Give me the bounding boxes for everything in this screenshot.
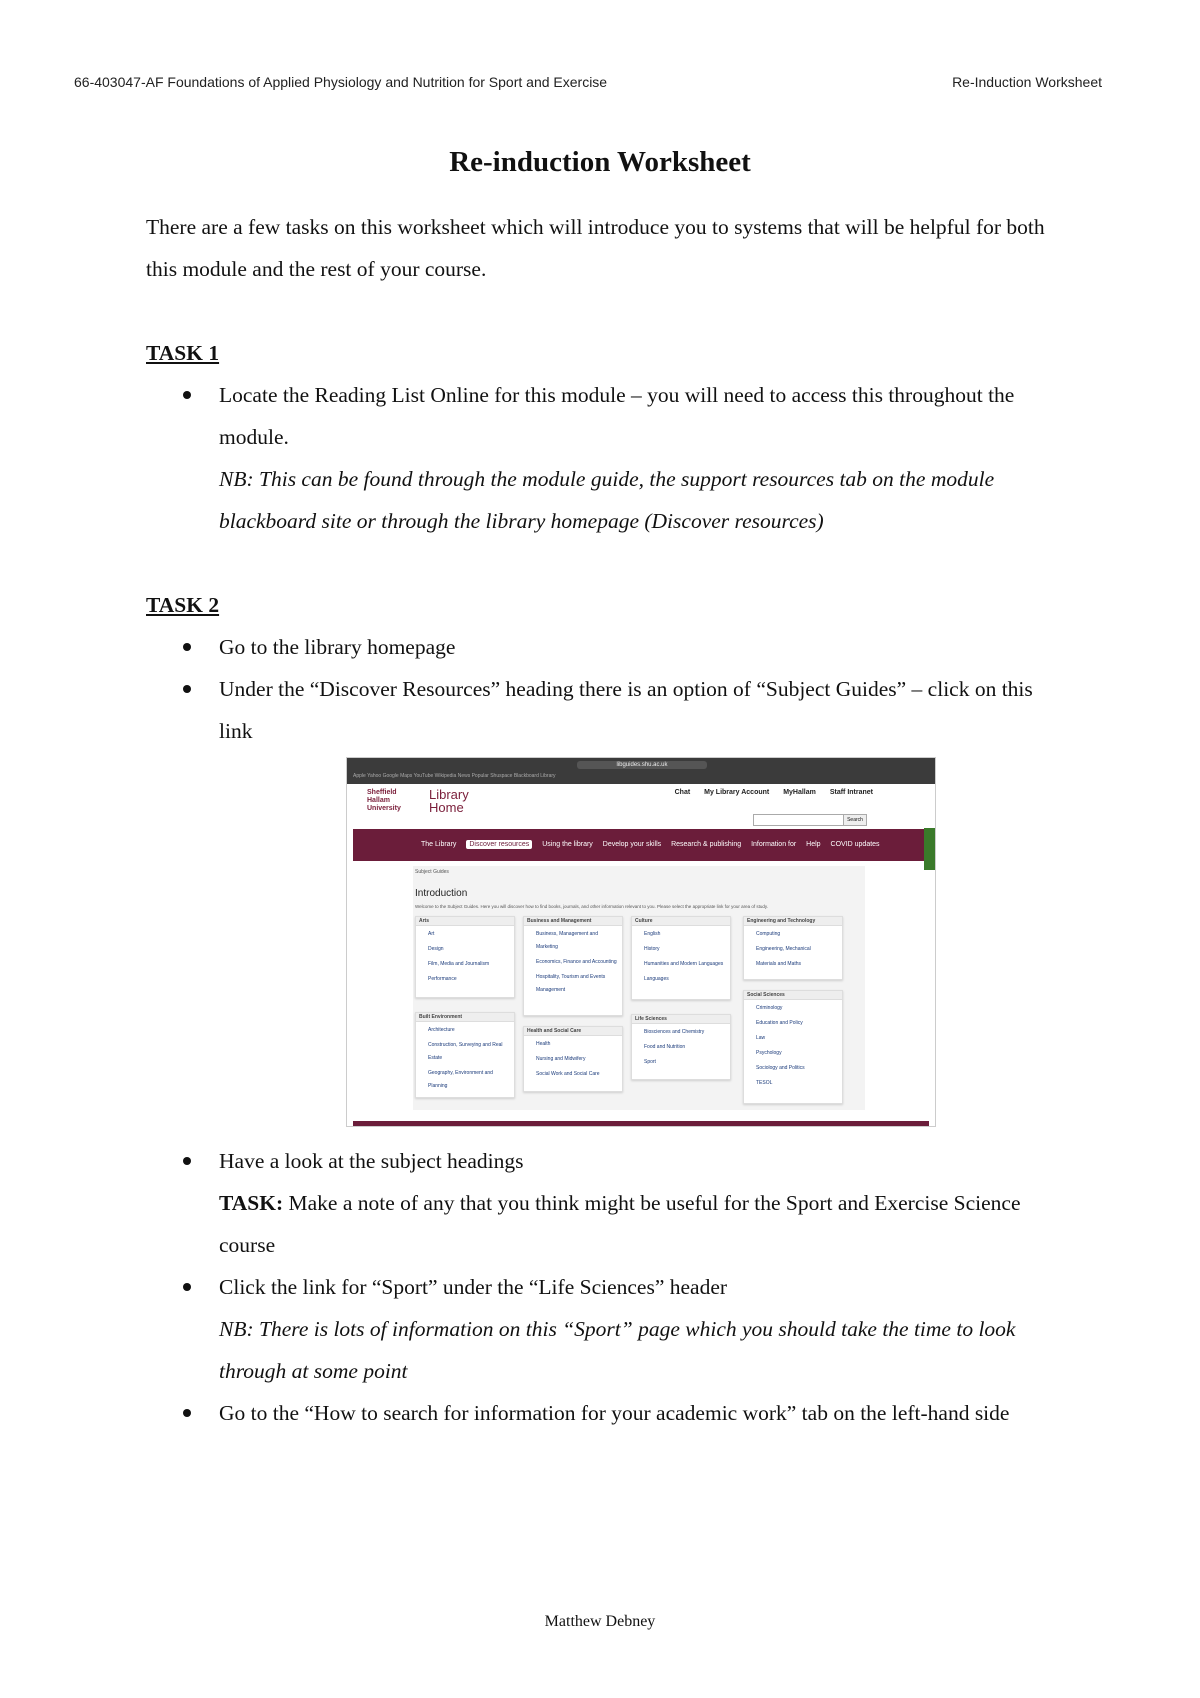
subject-link: Film, Media and Journalism [428, 961, 490, 967]
library-home-logo: Library Home [429, 787, 469, 815]
nav-covid: COVID updates [830, 841, 880, 848]
nav-research: Research & publishing [671, 841, 742, 848]
subject-box-heading: Health and Social Care [524, 1027, 622, 1036]
intro-heading: Introduction [415, 888, 468, 899]
breadcrumb: Subject Guides [415, 869, 449, 875]
subject-link: Nursing and Midwifery [536, 1056, 586, 1062]
subject-link: Business, Management and Marketing [536, 931, 598, 950]
subject-link: Law [756, 1035, 766, 1041]
task-label: TASK: [219, 1191, 284, 1215]
subject-link: Materials and Maths [756, 961, 802, 967]
main-nav [353, 829, 929, 861]
intro-paragraph: There are a few tasks on this worksheet which will introduce you to systems that will be helpful for both this module and the rest of your course. [146, 215, 1045, 281]
nav-discover-resources: Discover resources [466, 840, 532, 849]
subject-box-heading: Culture [632, 917, 730, 926]
subject-link: Construction, Surveying and Real Estate [428, 1042, 503, 1061]
list-item [146, 1266, 1066, 1392]
subject-link: Sociology and Politics [756, 1065, 805, 1071]
subject-link: TESOL [756, 1080, 773, 1086]
task2-bullet5: Go to the “How to search for information for your academic work” tab on the left-hand side [219, 1401, 1010, 1425]
task1-bullet1: Locate the Reading List Online for this module – you will need to access this throughout the module. [219, 383, 1015, 449]
subject-link: Computing [756, 931, 781, 937]
library-screenshot [346, 757, 936, 1127]
subject-link: Art [428, 931, 435, 937]
task1-list [146, 374, 1066, 542]
subject-link: Sport [644, 1059, 656, 1065]
subject-box [743, 990, 843, 1104]
bookmarks-bar: Apple Yahoo Google Maps YouTube Wikipedia News Popular Shuspace Blackboard Library [353, 773, 556, 779]
subject-link: History [644, 946, 660, 952]
intro-text: Welcome to the Subject Guides. Here you will discover how to find books, journals, and other information relevant to you. Please select the appropriate link for your area of study. [415, 904, 769, 909]
task1-heading: TASK 1 [146, 341, 220, 365]
subject-box [631, 916, 731, 1000]
page-title: Re-induction Worksheet [449, 146, 751, 178]
subject-box-heading: Life Sciences [632, 1015, 730, 1024]
staff-intranet-link: Staff Intranet [829, 789, 873, 796]
top-links [663, 789, 873, 796]
task2-bullet1: Go to the library homepage [219, 635, 456, 659]
nav-the-library: The Library [421, 841, 457, 848]
subject-link: Biosciences and Chemistry [644, 1029, 705, 1035]
search-box [753, 814, 867, 826]
subject-link: Criminology [756, 1005, 783, 1011]
task2-bullet3-task [219, 1182, 1066, 1266]
subject-link: Food and Nutrition [644, 1044, 686, 1050]
list-item [146, 374, 1066, 542]
running-header-right: Re-Induction Worksheet [952, 74, 1102, 90]
myhallam-link: MyHallam [783, 789, 816, 796]
nav-help: Help [806, 841, 821, 848]
list-item [146, 1140, 1066, 1266]
list-item [146, 626, 1066, 668]
subject-box [415, 916, 515, 998]
subject-box [631, 1014, 731, 1080]
subject-link: Psychology [756, 1050, 782, 1056]
browser-chrome [347, 758, 935, 784]
feedback-tab [924, 828, 935, 870]
subject-link: Education and Policy [756, 1020, 803, 1026]
subject-link: Architecture [428, 1027, 455, 1033]
subject-link: Humanities and Modern Languages [644, 961, 724, 967]
subject-link: English [644, 931, 661, 937]
list-item [146, 668, 1066, 752]
nav-develop-skills: Develop your skills [602, 841, 662, 848]
task-text: Make a note of any that you think might be useful for the Sport and Exercise Science course [219, 1191, 1021, 1257]
subject-link: Hospitality, Tourism and Events Management [536, 974, 606, 993]
chat-link: Chat [674, 789, 691, 796]
subject-link: Performance [428, 976, 457, 982]
my-library-account-link: My Library Account [704, 789, 770, 796]
address-bar: libguides.shu.ac.uk [577, 761, 707, 769]
task2-bullet4: Click the link for “Sport” under the “Life Sciences” header [219, 1275, 728, 1299]
subject-box [415, 1012, 515, 1098]
subject-box [523, 916, 623, 1016]
subject-link: Design [428, 946, 444, 952]
subject-link: Languages [644, 976, 669, 982]
task2-bullet2: Under the “Discover Resources” heading there is an option of “Subject Guides” – click on this link [219, 677, 1033, 743]
subject-box-heading: Business and Management [524, 917, 622, 926]
subject-link: Engineering, Mechanical [756, 946, 811, 952]
nav-using-library: Using the library [542, 841, 593, 848]
subject-box [743, 916, 843, 980]
list-item [146, 1392, 1066, 1434]
subject-box-heading: Social Sciences [744, 991, 842, 1000]
task2-list-bottom [146, 1140, 1066, 1434]
task2-heading: TASK 2 [146, 593, 220, 617]
search-button: Search [843, 815, 866, 825]
content-panel [413, 866, 865, 1110]
subject-box-heading: Arts [416, 917, 514, 926]
subject-link: Social Work and Social Care [536, 1071, 600, 1077]
university-logo: Sheffield Hallam University [367, 789, 401, 812]
task2-bullet3: Have a look at the subject headings [219, 1149, 524, 1173]
subject-link: Economics, Finance and Accounting [536, 959, 617, 965]
footer-bar [353, 1121, 929, 1126]
nav-information-for: Information for [751, 841, 797, 848]
task2-note: NB: There is lots of information on this “Sport” page which you should take the time to look through at some point [219, 1317, 1016, 1383]
running-header-left: 66-403047-AF Foundations of Applied Physiology and Nutrition for Sport and Exercise [74, 74, 608, 90]
subject-box [523, 1026, 623, 1092]
subject-link: Health [536, 1041, 551, 1047]
task1-note: NB: This can be found through the module guide, the support resources tab on the module blackboard site or through the library homepage (Discover resources) [219, 467, 995, 533]
subject-link: Geography, Environment and Planning [428, 1070, 493, 1089]
page-footer: Matthew Debney [544, 1613, 656, 1630]
subject-box-heading: Engineering and Technology [744, 917, 842, 926]
task2-list-top [146, 626, 1066, 752]
subject-box-heading: Built Environment [416, 1013, 514, 1022]
